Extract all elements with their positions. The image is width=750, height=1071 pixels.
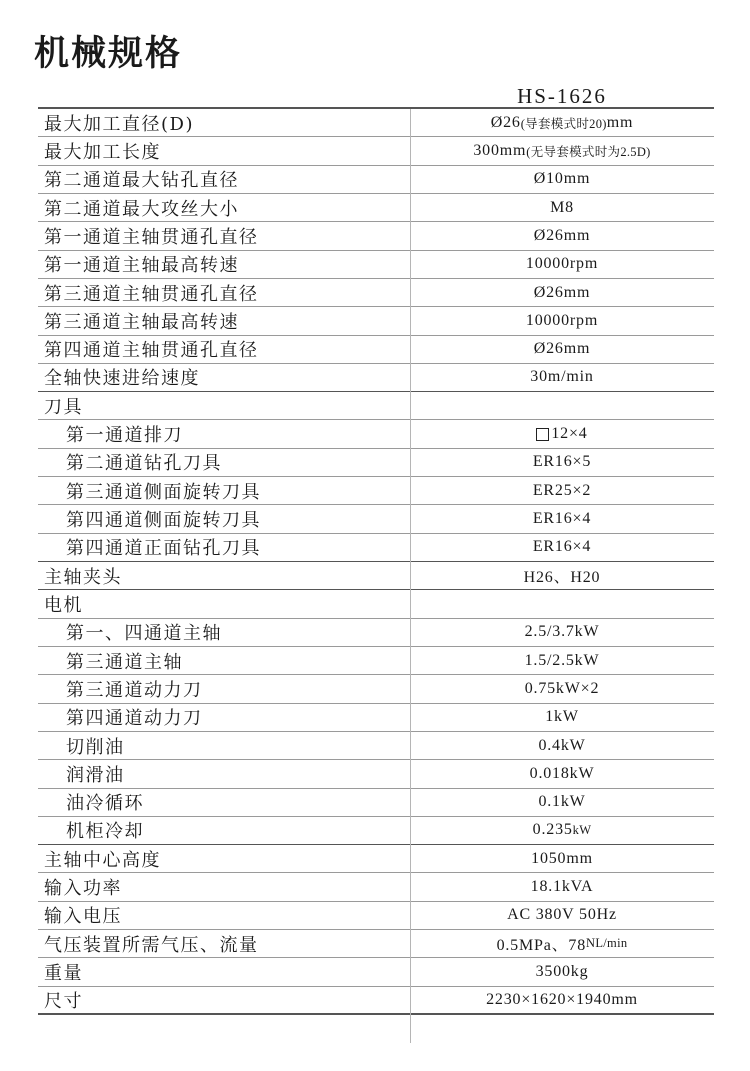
spec-value-text: 0.018kW (529, 764, 595, 782)
spec-value-text: H26、H20 (523, 569, 601, 587)
spec-row (38, 279, 714, 307)
spec-label: 机柜冷却 (66, 821, 144, 843)
spec-label: 气压装置所需气压、流量 (44, 934, 259, 956)
spec-label: 主轴夹头 (44, 566, 122, 588)
spec-value (410, 675, 714, 702)
spec-value-text: 0.4kW (538, 736, 586, 754)
spec-value (410, 760, 714, 787)
spec-row (38, 619, 714, 647)
spec-label: 第四通道动力刀 (66, 708, 203, 730)
spec-value-text: ER25×2 (532, 481, 592, 499)
spec-row (38, 817, 714, 845)
spec-label: 润滑油 (66, 764, 125, 786)
spec-value (410, 987, 714, 1013)
model-header: HS-1626 (517, 84, 607, 108)
spec-row (38, 789, 714, 817)
spec-value-text: AC 380V 50Hz (507, 906, 617, 924)
spec-row (38, 675, 714, 703)
spec-value-note: (无导套模式时为2.5D) (526, 144, 651, 159)
spec-value-text: M8 (550, 198, 574, 216)
spec-label: 第一通道主轴最高转速 (44, 255, 239, 277)
spec-value (410, 307, 714, 334)
spec-value-note: (导套模式时20) (520, 116, 607, 131)
spec-value (410, 166, 714, 193)
spec-value (410, 704, 714, 731)
spec-row (38, 336, 714, 364)
spec-value (410, 222, 714, 249)
spec-label: 第三通道主轴贯通孔直径 (44, 283, 259, 305)
spec-row (38, 987, 714, 1015)
spec-value (410, 420, 714, 447)
spec-row (38, 562, 714, 590)
spec-value-text: 0.75kW×2 (524, 679, 600, 697)
spec-label: 第三通道主轴 (66, 651, 183, 673)
spec-label: 第二通道钻孔刀具 (66, 453, 222, 475)
spec-label: 主轴中心高度 (44, 849, 161, 871)
spec-label: 电机 (44, 594, 83, 616)
column-divider (410, 109, 411, 1043)
spec-value-text: 300mm (473, 141, 527, 159)
spec-row (38, 534, 714, 562)
spec-row (38, 704, 714, 732)
spec-value-text: 0.1kW (538, 793, 586, 811)
spec-value-text: 2230×1620×1940mm (486, 990, 638, 1008)
spec-value (410, 647, 714, 674)
spec-value-text: 0.5MPa、78 (496, 937, 587, 955)
spec-value (410, 930, 714, 957)
spec-row (38, 873, 714, 901)
spec-row (38, 732, 714, 760)
spec-value-text: ER16×4 (532, 538, 592, 556)
spec-row (38, 137, 714, 165)
spec-value (410, 279, 714, 306)
spec-row (38, 420, 714, 448)
spec-label: 全轴快速进给速度 (44, 368, 200, 390)
spec-label: 尺寸 (44, 990, 83, 1012)
spec-value (410, 477, 714, 504)
spec-label: 第三通道侧面旋转刀具 (66, 481, 261, 503)
spec-label: 刀具 (44, 396, 83, 418)
spec-label: 第四通道正面钻孔刀具 (66, 538, 261, 560)
spec-row (38, 251, 714, 279)
spec-value (410, 194, 714, 221)
spec-value-text: Ø26 (490, 113, 521, 131)
spec-value (410, 137, 714, 164)
spec-value-note: kW (572, 822, 592, 837)
spec-row (38, 845, 714, 873)
page-title: 机械规格 (34, 33, 183, 74)
spec-row (38, 166, 714, 194)
spec-value (410, 619, 714, 646)
spec-value (410, 364, 714, 391)
spec-row (38, 364, 714, 392)
spec-value (410, 902, 714, 929)
spec-value (410, 732, 714, 759)
spec-row (38, 760, 714, 788)
spec-value (410, 251, 714, 278)
spec-row (38, 222, 714, 250)
spec-value-text: Ø26mm (533, 340, 591, 358)
spec-value-text: 18.1kVA (530, 878, 594, 896)
spec-value (410, 336, 714, 363)
spec-row (38, 194, 714, 222)
spec-row (38, 109, 714, 137)
spec-row (38, 647, 714, 675)
spec-value-text: 1050mm (531, 849, 593, 867)
spec-label: 第四通道侧面旋转刀具 (66, 510, 261, 532)
spec-value (410, 449, 714, 476)
spec-value-text: Ø26mm (533, 283, 591, 301)
spec-value (410, 392, 714, 419)
square-icon (536, 428, 549, 441)
spec-value (410, 109, 714, 136)
spec-table (38, 107, 714, 1015)
spec-label: 切削油 (66, 736, 125, 758)
spec-value-text: 1.5/2.5kW (524, 651, 600, 669)
spec-value-text: 10000rpm (525, 311, 599, 329)
spec-value (410, 562, 714, 589)
spec-row (38, 307, 714, 335)
spec-row (38, 902, 714, 930)
spec-value-text: 30m/min (530, 368, 594, 386)
spec-value-text: 10000rpm (525, 255, 599, 273)
spec-value (410, 958, 714, 985)
spec-row (38, 505, 714, 533)
spec-value-text: ER16×5 (532, 453, 592, 471)
spec-label: 第二通道最大钻孔直径 (44, 170, 239, 192)
spec-value-text: 0.235 (532, 821, 573, 839)
spec-value (410, 505, 714, 532)
spec-label: 输入功率 (44, 878, 122, 900)
spec-value-note: NL/min (586, 936, 628, 951)
spec-value (410, 534, 714, 561)
spec-label: 第一、四通道主轴 (66, 623, 222, 645)
spec-label: 最大加工长度 (44, 141, 161, 163)
spec-value-unit: mm (606, 113, 634, 131)
spec-row (38, 392, 714, 420)
spec-value-text: 1kW (545, 708, 579, 726)
spec-label: 重量 (44, 963, 83, 985)
spec-label: 最大加工直径(D) (44, 113, 194, 135)
spec-label: 第三通道主轴最高转速 (44, 311, 239, 333)
spec-value-text: 2.5/3.7kW (524, 623, 600, 641)
spec-row (38, 477, 714, 505)
spec-value (410, 789, 714, 816)
spec-row (38, 449, 714, 477)
spec-value (410, 817, 714, 844)
spec-value-text: Ø26mm (533, 226, 591, 244)
spec-value-text: ER16×4 (532, 510, 592, 528)
spec-label: 输入电压 (44, 906, 122, 928)
spec-label: 第一通道排刀 (66, 425, 183, 447)
spec-row (38, 958, 714, 986)
spec-value-text: 3500kg (535, 963, 589, 981)
spec-label: 第一通道主轴贯通孔直径 (44, 226, 259, 248)
spec-value-text: Ø10mm (533, 170, 591, 188)
spec-label: 第三通道动力刀 (66, 679, 203, 701)
spec-value (410, 590, 714, 617)
spec-row (38, 590, 714, 618)
spec-label: 第二通道最大攻丝大小 (44, 198, 239, 220)
spec-row (38, 930, 714, 958)
spec-value (410, 845, 714, 872)
spec-label: 第四通道主轴贯通孔直径 (44, 340, 259, 362)
spec-value (410, 873, 714, 900)
spec-label: 油冷循环 (66, 793, 144, 815)
spec-value-text: 12×4 (551, 425, 588, 443)
